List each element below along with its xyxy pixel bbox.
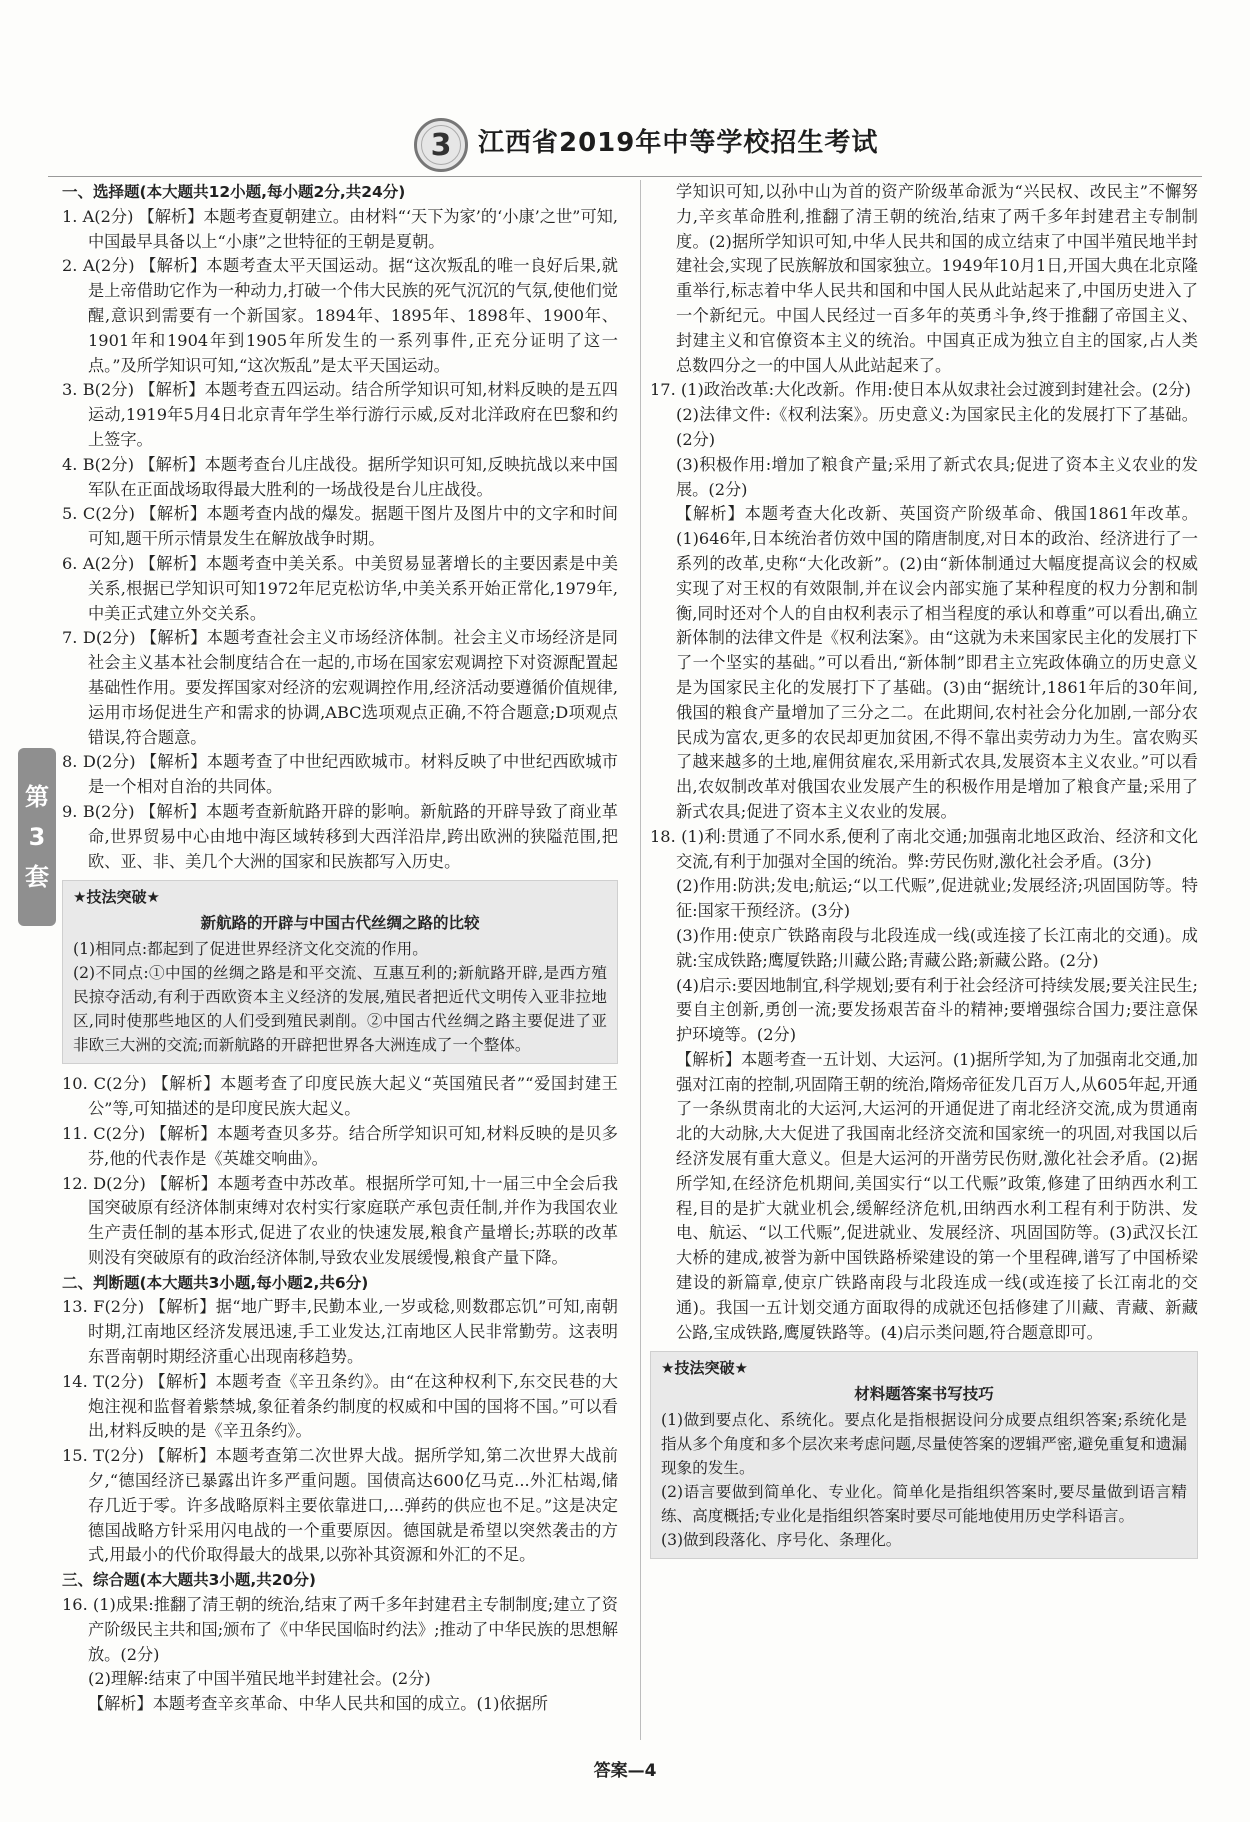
side-tab-char: 3 (28, 823, 46, 851)
tips-paragraph: (2)语言要做到简单化、专业化。简单化是指组织答案时,要尽量做到语言精练、高度概括;专业化是指组织答案时要尽可能地使用历史学科语言。 (661, 1483, 1187, 1526)
tips-paragraph: (2)不同点:①中国的丝绸之路是和平交流、互惠互利的;新航路开辟,是西方殖民掠夺活动,有利于西欧资本主义经济的发展,殖民者把近代文明传入亚非拉地区,同时使那些地区的人们受到殖民剥削。②中国古代丝绸之路主要促进了亚非欧三大洲的交流;而新航路的开辟把世界各大洲连成了一个整体。 (73, 964, 607, 1055)
answer-item: 6. A(2分) 【解析】本题考查中美关系。中美贸易显著增长的主要因素是中美关系,根据已学知识可知1972年尼克松访华,中美关系开始正常化,1979年,中美正式建立外交关系。 (62, 553, 618, 623)
answer-item: 5. C(2分) 【解析】本题考查内战的爆发。据题干图片及图片中的文字和时间可知,题干所示情景发生在解放战争时期。 (62, 504, 618, 549)
answer-item: 18. (1)利:贯通了不同水系,便利了南北交通;加强南北地区政治、经济和文化交流,有利于加强对全国的统治。弊:劳民伤财,激化社会矛盾。(3分) (650, 826, 1198, 871)
side-tab-char: 套 (25, 863, 49, 891)
left-column (62, 180, 618, 1717)
tips-box-heading: ★技法突破★ (73, 888, 160, 907)
answer-analysis: 【解析】本题考查辛亥革命、中华人民共和国的成立。(1)依据所 (88, 1694, 548, 1714)
right-column (650, 180, 1198, 1567)
answer-item: 13. F(2分) 【解析】据“地广野丰,民勤本业,一岁或稔,则数郡忘饥”可知,南朝时期,江南地区经济发展迅速,手工业发达,江南地区人民非常勤劳。这表明东晋南朝时期经济重心出现南移趋势。 (62, 1297, 618, 1367)
exam-number-badge: 3 (414, 118, 468, 172)
section-heading: 二、判断题(本大题共3小题,每小题2,共6分) (62, 1273, 369, 1292)
tips-box-heading: ★技法突破★ (661, 1359, 748, 1378)
tips-box (650, 1351, 1198, 1559)
answer-item: 4. B(2分) 【解析】本题考查台儿庄战役。据所学知识可知,反映抗战以来中国军队在正面战场取得最大胜利的一场战役是台儿庄战役。 (62, 454, 618, 499)
answer-item: 9. B(2分) 【解析】本题考查新航路开辟的影响。新航路的开辟导致了商业革命,世界贸易中心由地中海区域转移到大西洋沿岸,跨出欧洲的狭隘范围,把欧、亚、非、美几个大洲的国家和民族都写入历史。 (62, 801, 618, 871)
answer-analysis-continued: 学知识可知,以孙中山为首的资产阶级革命派为“兴民权、改民主”不懈努力,辛亥革命胜利,推翻了清王朝的统治,结束了两千多年封建君主专制制度。(2)据所学知识可知,中华人民共和国的成立结束了中国半殖民地半封建社会,实现了民族解放和国家独立。1949年10月1日,开国大典在北京隆重举行,标志着中华人民共和国和中国人民从此站起来了,中国历史进入了一个新纪元。中国人民经过一百多年的英勇斗争,终于推翻了帝国主义、封建主义和官僚资本主义的统治。中国真正成为独立自主的国家,占人类总数四分之一的中国人从此站起来了。 (676, 182, 1198, 375)
answer-item: 10. C(2分) 【解析】本题考查了印度民族大起义“英国殖民者”“爱国封建王公”等,可知描述的是印度民族大起义。 (62, 1074, 618, 1119)
answer-subitem: (2)作用:防洪;发电;航运;“以工代赈”,促进就业;发展经济;巩固国防等。特征:国家干预经济。(3分) (676, 876, 1198, 921)
tips-box-title: 新航路的开辟与中国古代丝绸之路的比较 (200, 914, 480, 933)
answer-subitem: (3)积极作用:增加了粮食产量;采用了新式农具;促进了资本主义农业的发展。(2分) (676, 454, 1198, 499)
answer-analysis: 【解析】本题考查大化改新、英国资产阶级革命、俄国1861年改革。(1)646年,日本统治者仿效中国的隋唐制度,对日本的政治、经济进行了一系列的改革,史称“大化改新”。(2)由“新体制通过大幅度提高议会的权威实现了对王权的有效限制,并在议会内部实施了某种程度的权力分割和制衡,同时还对个人的自由权利表示了相当程度的承认和尊重”可以看出,确立新体制的法律文件是《权利法案》。由“这就为未来国家民主化的发展打下了一个坚实的基础。”可以看出,“新体制”即君主立宪政体确立的历史意义是为国家民主化的发展打下了基础。(3)由“据统计,1861年后的30年间,俄国的粮食产量增加了三分之二。在此期间,农村社会分化加剧,一部分农民成为富农,更多的农民却更加贫困,不得不靠出卖劳动力为生。富农购买了越来越多的土地,雇佣贫雇农,采用新式农具,发展资本主义农业。”可以看出,农奴制改革对俄国农业发展产生的积极作用是增加了粮食产量;采用了新式农具;促进了资本主义农业的发展。 (676, 504, 1198, 821)
page-header (0, 118, 1250, 174)
answer-item: 14. T(2分) 【解析】本题考查《辛丑条约》。由“在这种权利下,东交民巷的大炮注视和监督着紫禁城,象征着条约制度的权威和中国的国将不国。”可以看出,材料反映的是《辛丑条约》。 (62, 1371, 618, 1441)
answer-item: 17. (1)政治改革:大化改新。作用:使日本从奴隶社会过渡到封建社会。(2分) (650, 380, 1191, 400)
answer-item: 7. D(2分) 【解析】本题考查社会主义市场经济体制。社会主义市场经济是同社会主义基本社会制度结合在一起的,市场在国家宏观调控下对资源配置起基础性作用。要发挥国家对经济的宏观调控作用,经济活动要遵循价值规律,运用市场促进生产和需求的协调,ABC选项观点正确,不符合题意;D项观点错误,符合题意。 (62, 628, 618, 747)
answer-analysis: 【解析】本题考查一五计划、大运河。(1)据所学知,为了加强南北交通,加强对江南的控制,巩固隋王朝的统治,隋炀帝征发几百万人,从605年起,开通了一条纵贯南北的大运河,大运河的开通促进了南北经济交流,成为贯通南北的大动脉,大大促进了我国南北经济交流和国家统一的巩固,对我国以后经济发展有重大意义。但是大运河的开凿劳民伤财,激化社会矛盾。(2)据所学知,在经济危机期间,美国实行“以工代赈”政策,修建了田纳西水利工程,目的是扩大就业机会,缓解经济危机,田纳西水利工程有利于防洪、发电、航运、“以工代赈”,促进就业、发展经济、巩固国防等。(3)武汉长江大桥的建成,被誉为新中国铁路桥梁建设的第一个里程碑,谱写了中国桥梁建设的新篇章,使京广铁路南段与北段连成一线(或连接了长江南北的交通)。我国一五计划交通方面取得的成就还包括修建了川藏、青藏、新藏公路,宝成铁路,鹰厦铁路等。(4)启示类问题,符合题意即可。 (676, 1049, 1198, 1342)
answer-subitem: (3)作用:使京广铁路南段与北段连成一线(或连接了长江南北的交通)。成就:宝成铁路;鹰厦铁路;川藏公路;青藏公路;新藏公路。(2分) (676, 925, 1198, 970)
answer-subitem: (2)法律文件:《权利法案》。历史意义:为国家民主化的发展打下了基础。(2分) (676, 405, 1198, 449)
answer-item: 8. D(2分) 【解析】本题考查了中世纪西欧城市。材料反映了中世纪西欧城市是一个相对自治的共同体。 (62, 752, 618, 797)
header-divider (48, 176, 1202, 177)
answer-item: 3. B(2分) 【解析】本题考查五四运动。结合所学知识可知,材料反映的是五四运动,1919年5月4日北京青年学生举行游行示威,反对北洋政府在巴黎和约上签字。 (62, 380, 618, 449)
side-tab-char: 第 (25, 783, 49, 811)
tips-paragraph: (1)做到要点化、系统化。要点化是指根据设问分成要点组织答案;系统化是指从多个角度和多个层次来考虑问题,尽量使答案的逻辑严密,避免重复和遗漏现象的发生。 (661, 1411, 1187, 1478)
section-heading: 三、综合题(本大题共3小题,共20分) (62, 1571, 316, 1590)
page-title: 江西省2019年中等学校招生考试 (478, 128, 879, 158)
column-divider (640, 180, 641, 1740)
tips-box-title: 材料题答案书写技巧 (854, 1385, 994, 1404)
tips-paragraph: (1)相同点:都起到了促进世界经济文化交流的作用。 (73, 940, 428, 959)
answer-item: 16. (1)成果:推翻了清王朝的统治,结束了两千多年封建君主专制制度;建立了资产阶级民主共和国;颁布了《中华民国临时约法》;推动了中华民族的思想解放。(2分) (62, 1595, 618, 1664)
answer-subitem: (4)启示:要因地制宜,科学规划;要有利于社会经济可持续发展;要关注民生;要自主创新,勇创一流;要发扬艰苦奋斗的精神;要增强综合国力;要注意保护环境等。(2分) (676, 975, 1198, 1045)
set-number-tab (18, 748, 56, 926)
answer-item: 1. A(2分) 【解析】本题考查夏朝建立。由材料“‘天下为家’的‘小康’之世”可知,中国最早具备以上“小康”之世特征的王朝是夏朝。 (62, 206, 618, 251)
answer-item: 12. D(2分) 【解析】本题考查中苏改革。根据所学可知,十一届三中全会后我国突破原有经济体制束缚对农村实行家庭联产承包责任制,并作为我国农业生产责任制的基本形式,促进了农业的快速发展,粮食产量增长;苏联的改革则没有突破原有的政治经济体制,导致农业发展缓慢,粮食产量下降。 (62, 1173, 618, 1267)
tips-paragraph: (3)做到段落化、序号化、条理化。 (661, 1531, 902, 1550)
answer-item: 2. A(2分) 【解析】本题考查太平天国运动。据“这次叛乱的唯一良好后果,就是上帝借助它作为一种动力,打破一个伟大民族的死气沉沉的气氛,使他们觉醒,意识到需要有一个新国家。1894年、1895年、1898年、1900年、1901年和1904年到1905年所发生的一系列事件,正充分证明了这一点。”及所学知识可知,“这次叛乱”是太平天国运动。 (62, 256, 618, 375)
tips-box (62, 880, 618, 1064)
answer-item: 11. C(2分) 【解析】本题考查贝多芬。结合所学知识可知,材料反映的是贝多芬,他的代表作是《英雄交响曲》。 (62, 1123, 618, 1168)
page-number: 答案—4 (593, 1761, 657, 1781)
answer-subitem: (2)理解:结束了中国半殖民地半封建社会。(2分) (88, 1669, 431, 1689)
answer-item: 15. T(2分) 【解析】本题考查第二次世界大战。据所学知,第二次世界大战前夕,“德国经济已暴露出许多严重问题。国债高达600亿马克...外汇枯竭,储存几近于零。许多战略原料主要依靠进口,...弹药的供应也不足。”这是决定德国战略方针采用闪电战的一个重要原因。德国就是希望以突然袭击的方式,用最小的代价取得最大的战果,以弥补其资源和外汇的不足。 (62, 1446, 618, 1565)
section-heading: 一、选择题(本大题共12小题,每小题2分,共24分) (62, 183, 406, 201)
